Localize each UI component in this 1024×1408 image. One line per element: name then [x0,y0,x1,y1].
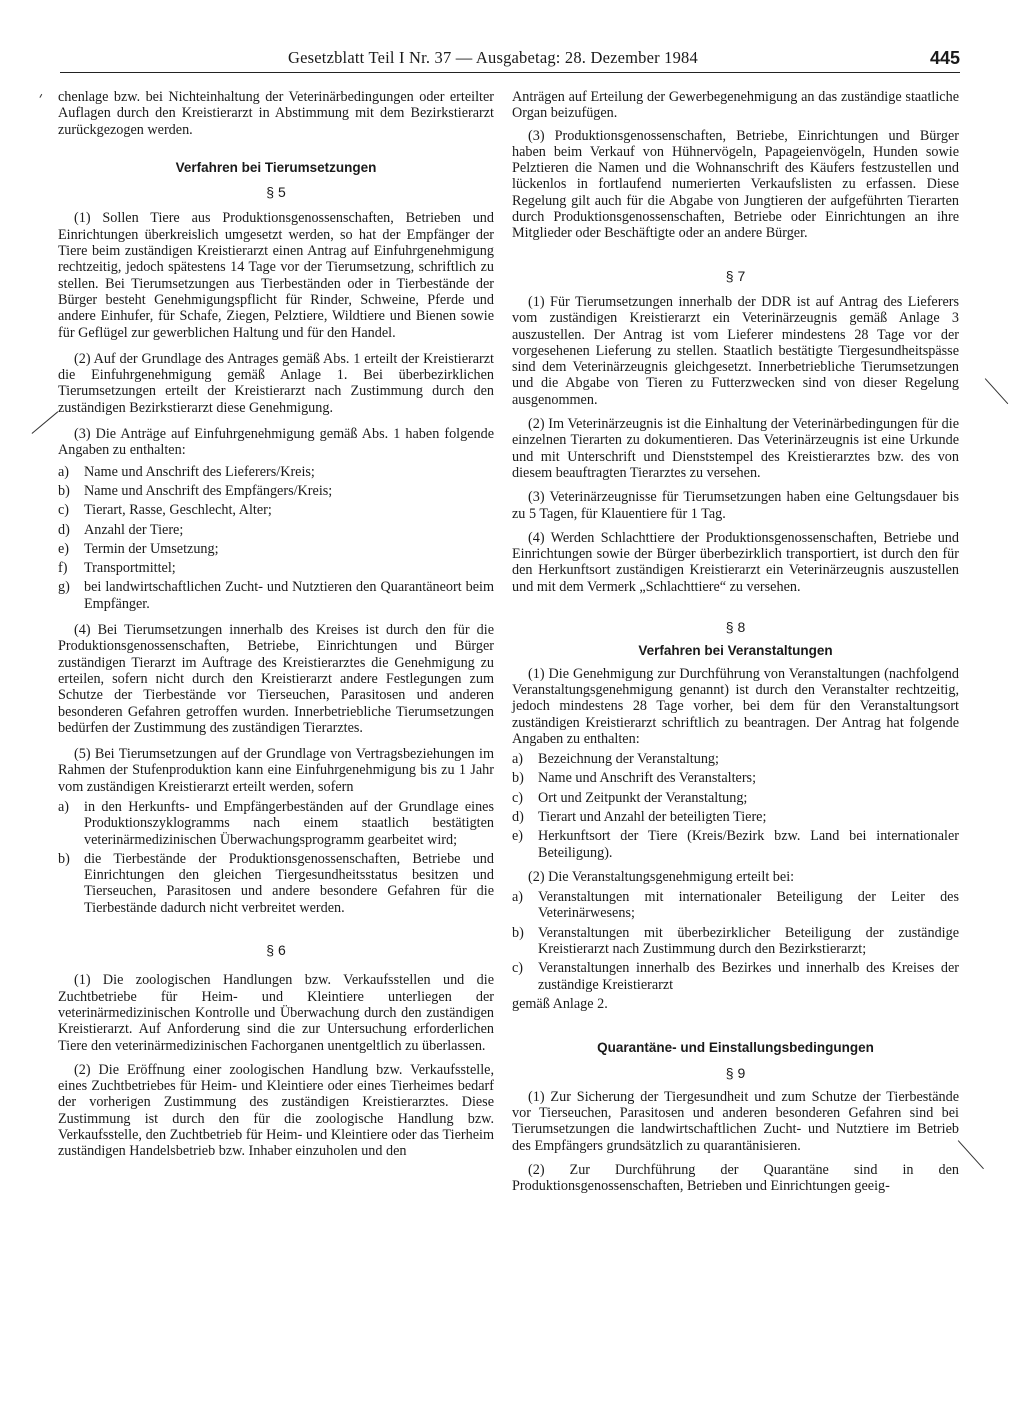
list-item: c) Tierart, Rasse, Geschlecht, Alter; [58,502,272,519]
paragraph: (3) Die Anträge auf Einfuhrgenehmigung gemäß Abs. 1 haben folgende Angaben zu enthalten: [58,426,494,459]
list-item: b) Name und Anschrift des Veranstalters; [512,770,757,787]
list-item: d) Anzahl der Tiere; [58,521,184,538]
paragraph: (2) Im Veterinärzeugnis ist die Einhaltung der Veterinärbedingungen für die einzelnen Tierarten zu dokumentieren. Das Veterinärzeugnis ist eine Urkunde und mit Unterschrift und Dienststempel des Kreistierarztes bzw. des von diesem beauftragten Tierarztes zu versehen. [512,416,959,481]
section-number: § 7 [725,267,746,284]
list-item: a) Veranstaltungen mit internationaler Beteiligung der Leiter des Veterinärwesens; [512,889,959,922]
list [512,751,959,861]
list [512,889,959,993]
header-rule [60,72,960,73]
paragraph: Anträgen auf Erteilung der Gewerbegenehmigung an das zuständige staatliche Organ beizufügen. [512,89,959,122]
list-item: c) Veranstaltungen innerhalb des Bezirkes und innerhalb des Kreises der zuständige Kreistierarzt [512,960,959,993]
list-item: e) Herkunftsort der Tiere (Kreis/Bezirk bzw. Land bei internationaler Beteiligung). [512,828,959,861]
page-number: 445 [929,48,960,68]
paragraph: (3) Produktionsgenossenschaften, Betriebe, Einrichtungen und Bürger haben beim Verkauf von Hühnervögeln, Papageienvögeln, Hunden sowie Pelztieren die Namen und die Wohnanschrift des Käufers festzustellen und lückenlos in fortlaufend numerierten Verkaufslisten zu erfassen. Diese Regelung gilt auch für die Abgabe von Jungtieren der aufgeführten Tierarten durch Produktionsgenossenschaften, Betriebe oder Einrichtungen an ihre Mitglieder oder Beschäftigte oder an andere Bürger. [512,127,959,242]
list-item: e) Termin der Umsetzung; [58,540,219,557]
left-column [58,89,494,1166]
paragraph: (1) Zur Sicherung der Tiergesundheit und zum Schutze der Tierbestände vor Tierseuchen, Parasitosen und anderen besonderen Gefahren sind bei Tierumsetzungen die landwirtschaftlichen Zucht- und Nutztiere im Betrieb des Empfängers grundsätzlich zu quarantänisieren. [512,1088,959,1154]
gazette-title: Gesetzblatt Teil I Nr. 37 — Ausgabetag: 28. Dezember 1984 [288,48,698,67]
section-number: § 5 [266,184,286,201]
paragraph: (2) Auf der Grundlage des Antrages gemäß Abs. 1 erteilt der Kreistierarzt die Einfuhrgenehmigung gemäß Anlage 1. Bei überbezirklichen Tierumsetzungen erteilt der Kreistierarzt nach Zustimmung durch den zuständigen Bezirkstierarzt diese Genehmigung. [58,350,494,416]
list-item: a) in den Herkunfts- und Empfängerbeständen auf der Grundlage eines Produktionszyklogramms nach einem staatlich bestätigten veterinärmedizinischen Überwachungsprogramm gearbeitet wird; [58,798,494,848]
paragraph: (4) Werden Schlachttiere der Produktionsgenossenschaften, Betriebe und Einrichtungen sowie der Bürger überbezirklich transportiert, ist durch den für den Herkunftsort zuständigen Kreistierarzt ein Veterinärzeugnis auszustellen und mit dem Vermerk „Schlachttiere“ zu versehen. [512,529,959,595]
paragraph: chenlage bzw. bei Nichteinhaltung der Veterinärbedingungen oder erteilter Auflagen durch den Kreistierarzt in Abstimmung mit dem Bezirkstierarzt zurückgezogen werden. [58,89,494,138]
section-title: Verfahren bei Veranstaltungen [638,643,833,659]
list-item: a) Bezeichnung der Veranstaltung; [512,751,719,768]
paragraph: (2) Die Veranstaltungsgenehmigung erteilt bei: [528,868,795,885]
list [58,799,494,916]
section-title: Quarantäne- und Einstallungsbedingungen [597,1040,874,1056]
margin-mark [39,94,42,98]
section-number: § 8 [725,619,746,636]
list-item: b) die Tierbestände der Produktionsgenossenschaften, Betriebe und Einrichtungen den gleichen Tiergesundheitsstatus besitzen und Tierseuchen, Parasitosen und andere besondere Gefahren für die Tierbestände dadurch nicht verbreitet werden. [58,850,494,916]
paragraph: gemäß Anlage 2. [512,995,608,1012]
margin-mark [957,1140,983,1169]
list-item: g) bei landwirtschaftlichen Zucht- und Nutztieren den Quarantäneort beim Empfänger. [58,579,494,612]
list-item: b) Name und Anschrift des Empfängers/Kreis; [58,482,333,499]
list-item: c) Ort und Zeitpunkt der Veranstaltung; [512,789,748,806]
paragraph: (1) Sollen Tiere aus Produktionsgenossenschaften, Betrieben und Einrichtungen überkreislich umgesetzt werden, so hat der Empfänger der Tiere beim zuständigen Kreistierarzt einen Antrag auf Einfuhrgenehmigung rechtzeitig, jedoch spätestens 14 Tage vor der Tierumsetzung, schriftlich zu stellen. Bei Tierumsetzungen aus Tierbeständen oder in Tierbestände der Bürger besteht Genehmigungspflicht für Rinder, Schweine, Pferde und andere Einhufer, für Schafe, Ziegen, Pelztiere, Wildtiere und Bienen sowie für Geflügel zur gewerblichen Haltung und für den Handel. [58,210,494,341]
list-item: f) Transportmittel; [58,560,176,577]
paragraph: (2) Zur Durchführung der Quarantäne sind in den Produktionsgenossenschaften, Betrieben und Einrichtungen geeig- [512,1162,959,1195]
list [58,464,494,612]
list-item: d) Tierart und Anzahl der beteiligten Tiere; [512,808,767,825]
paragraph: (5) Bei Tierumsetzungen auf der Grundlage von Vertragsbeziehungen im Rahmen der Stufenproduktion kann eine Einfuhrgenehmigung bis zu 1 Jahr vom zuständigen Kreistierarzt erteilt werden, sofern [58,746,494,795]
section-number: § 6 [266,942,286,959]
paragraph: (1) Die zoologischen Handlungen bzw. Verkaufsstellen und die Zuchtbetriebe für Heim- und Kleintiere unterliegen der veterinärmedizinischen Kontrolle und Überwachung durch den zuständigen Kreistierarzt. Auf Anforderung sind die zur Untersuchung erforderlichen Tiere den veterinärmedizinischen Fachorganen unentgeltlich zu überlassen. [58,972,494,1054]
list-item: a) Name und Anschrift des Lieferers/Kreis; [58,463,315,480]
page-header [60,48,960,76]
paragraph: (1) Für Tierumsetzungen innerhalb der DDR ist auf Antrag des Lieferers vom zuständigen Kreistierarzt ein Veterinärzeugnis gemäß Anlage 3 auszustellen. Der Antrag ist vom Lieferer mindestens 28 Tage vor der vorgesehenen Lieferung zu stellen. Staatlich bestätigte Tiergesundheitspässe sind dem Veterinärzeugnis gleichgesetzt. Innerbetriebliche Tierumsetzungen und die Abgabe von Tieren zu Futterzwecken sind von dieser Regelung ausgenommen. [512,293,959,408]
paragraph: (2) Die Eröffnung einer zoologischen Handlung bzw. Verkaufsstelle, eines Zuchtbetriebes für Heim- und Kleintiere oder eines Tierheimes bedarf der vorherigen Zustimmung des zuständigen Kreistierarztes. Diese Zustimmung ist durch den für die zoologische Handlung bzw. Verkaufsstelle, den Zuchtbetrieb für Heim- und Kleintiere oder das Tierheim zuständigen Handelsbetrieb bzw. Inhaber einzuholen und den [58,1061,494,1160]
paragraph: (4) Bei Tierumsetzungen innerhalb des Kreises ist durch den für die Produktionsgenossenschaften, Betriebe, Einrichtungen und Bürger zuständigen Tierarzt im Auftrage des Kreistierarztes die Genehmigung zu erteilen, sofern nicht durch den Kreistierarzt andere Festlegungen zum Schutze der Tierbestände vor Tierseuchen, Parasitosen und anderen besonderen Gefahren getroffen wurden. Innerbetriebliche Tierumsetzungen bedürfen der Zustimmung des zuständigen Tierarztes. [58,622,494,736]
margin-mark [984,378,1008,404]
section-number: § 9 [725,1064,746,1081]
section-title: Verfahren bei Tierumsetzungen [175,159,377,175]
margin-mark [32,411,59,434]
right-column [512,89,959,1201]
list-item: b) Veranstaltungen mit überbezirklicher Beteiligung der zuständige Kreistierarzt nach Zustimmung durch den Bezirkstierarzt; [512,924,959,958]
paragraph: (3) Veterinärzeugnisse für Tierumsetzungen haben eine Geltungsdauer bis zu 5 Tagen, für Klauentiere für 1 Tag. [512,489,959,522]
paragraph: (1) Die Genehmigung zur Durchführung von Veranstaltungen (nachfolgend Veranstaltungsgenehmigung genannt) ist durch den Veranstalter rechtzeitig, jedoch mindestens 28 Tage vorher, bei dem für den Veranstaltungsort zuständigen Kreistierarzt schriftlich zu beantragen. Der Antrag hat folgende Angaben zu enthalten: [512,665,959,747]
